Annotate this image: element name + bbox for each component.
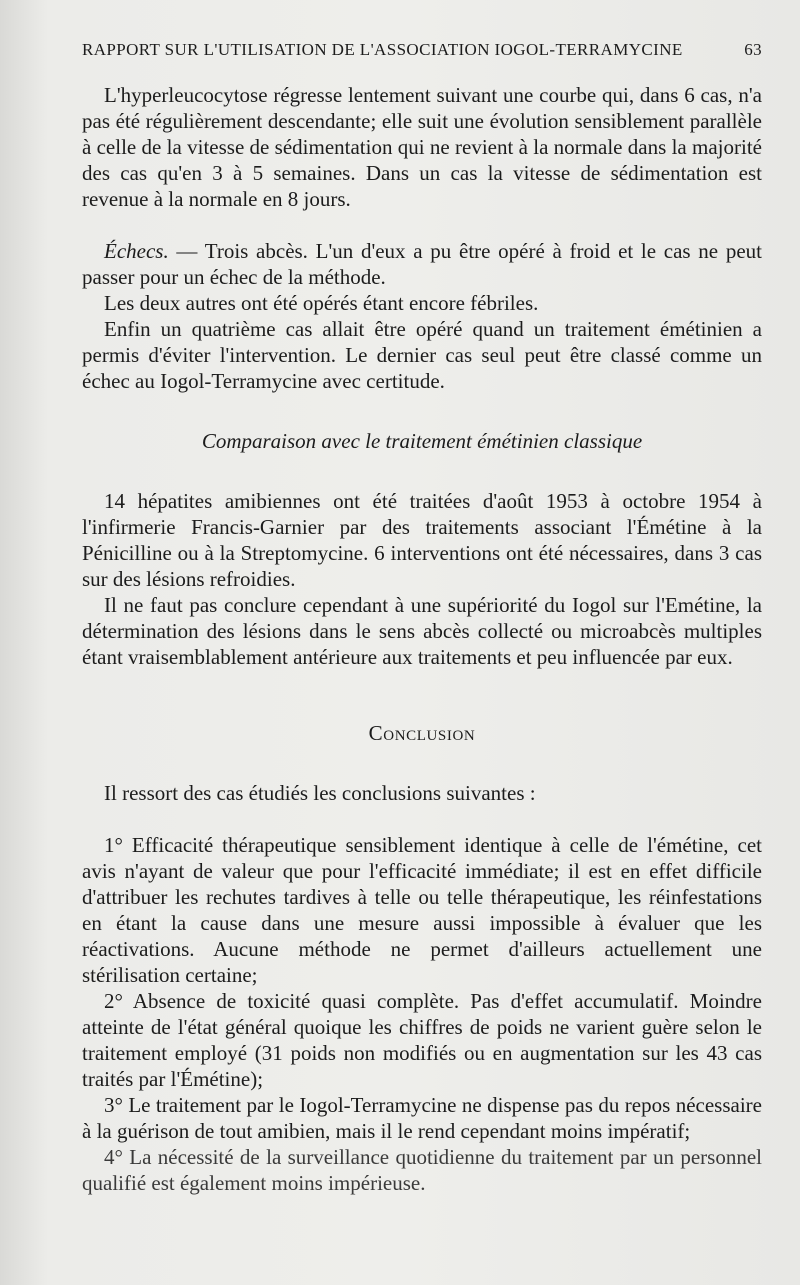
paragraph-superiorite: Il ne faut pas conclure cependant à une supériorité du Iogol sur l'Emétine, la détermination des lésions dans le sens abcès collecté ou microabcès multiples étant vraisemblablement antérieure aux traitements et peu influencée par eux. [82,593,762,669]
body-text [82,82,762,1196]
conclusion-intro: Il ressort des cas étudiés les conclusions suivantes : [104,781,536,805]
echecs-text: — Trois abcès. L'un d'eux a pu être opéré à froid et le cas ne peut passer pour un échec de la méthode. [82,239,762,289]
paragraph-hyperleucocytose: L'hyperleucocytose régresse lentement suivant une courbe qui, dans 6 cas, n'a pas été régulièrement descendante; elle suit une évolution sensiblement parallèle à celle de la vitesse de sédimentation qui ne revient à la normale dans la majorité des cas qu'en 3 à 5 semaines. Dans un cas la vitesse de sédimentation est revenue à la normale en 8 jours. [82,83,762,211]
paragraph-echecs [82,238,762,290]
paragraph-quatrieme-cas: Enfin un quatrième cas allait être opéré quand un traitement émétinien a permis d'éviter l'intervention. Le dernier cas seul peut être classé comme un échec au Iogol-Terramycine avec certitude. [82,317,762,393]
conclusion-heading: Conclusion [368,721,476,745]
paragraph-deux-autres: Les deux autres ont été opérés étant encore fébriles. [104,291,539,315]
conclusion-item-3: 3° Le traitement par le Iogol-Terramycine ne dispense pas du repos nécessaire à la guérison de tout amibien, mais il le rend cependant moins impératif; [82,1093,762,1143]
conclusion-item-1: 1° Efficacité thérapeutique sensiblement identique à celle de l'émétine, cet avis n'ayant de valeur que pour l'efficacité immédiate; il est en effet difficile d'attribuer les rechutes tardives à telle ou telle thérapeutique, les réinfestations en étant la cause dans une mesure aussi impossible à évaluer que les réactivations. Aucune méthode ne permet d'ailleurs actuellement une stérilisation certaine; [82,833,762,987]
paragraph-hepatites: 14 hépatites amibiennes ont été traitées d'août 1953 à octobre 1954 à l'infirmerie Francis-Garnier par des traitements associant l'Émétine à la Pénicilline ou à la Streptomycine. 6 interventions ont été nécessaires, dans 3 cas sur des lésions refroidies. [82,489,762,591]
conclusion-item-4: 4° La nécessité de la surveillance quotidienne du traitement par un personnel qualifié est également moins impérieuse. [82,1145,762,1195]
page-number: 63 [744,40,762,59]
header-title: RAPPORT SUR L'UTILISATION DE L'ASSOCIATION IOGOL-TERRAMYCINE [82,40,683,59]
running-header [82,40,762,60]
comparison-heading: Comparaison avec le traitement émétinien classique [201,429,643,453]
echecs-label: Échecs. [104,239,169,263]
conclusion-item-2: 2° Absence de toxicité quasi complète. Pas d'effet accumulatif. Moindre atteinte de l'état général quoique les chiffres de poids ne varient guère selon le traitement employé (31 poids non modifiés ou en augmentation sur les 43 cas traités par l'Émétine); [82,989,762,1091]
